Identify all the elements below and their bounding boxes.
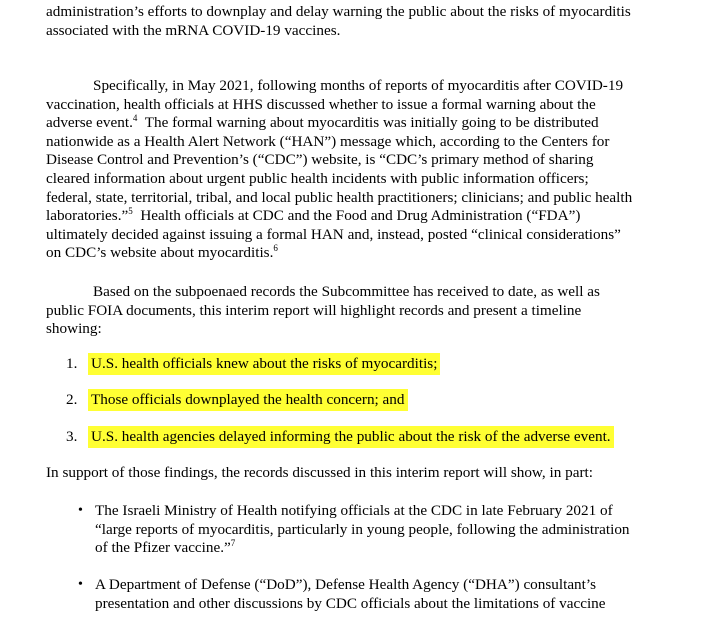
text-line: “large reports of myocarditis, particularly in young people, following the administration	[95, 520, 630, 538]
text-line: cleared information about urgent public health incidents with public information officers;	[46, 169, 589, 187]
text-line: The Israeli Ministry of Health notifying officials at the CDC in late February 2021 of	[95, 502, 613, 519]
footnote-ref-5[interactable]: 5	[128, 206, 133, 217]
finding-number: 1.	[66, 355, 78, 372]
finding-number: 2.	[66, 391, 78, 408]
text-line: showing:	[46, 320, 102, 338]
text-line	[95, 539, 685, 558]
text-line: nationwide as a Health Alert Network (“HAN”) message which, according to the Centers for	[46, 132, 610, 150]
text-fragment: of the Pfizer vaccine.”	[95, 539, 231, 557]
text-line: Based on the subpoenaed records the Subcommittee has received to date, as well as	[93, 283, 600, 300]
finding-item-2	[66, 391, 408, 410]
bullet-item-2	[95, 576, 685, 613]
text-line	[46, 207, 671, 226]
bullet-icon: •	[78, 503, 83, 518]
highlighted-text	[88, 426, 614, 448]
footnote-ref-4[interactable]: 4	[132, 113, 138, 124]
text-line: Disease Control and Prevention’s (“CDC”) website, is “CDC’s primary method of sharing	[46, 151, 594, 169]
text-line: associated with the mRNA COVID-19 vaccines.	[46, 21, 341, 39]
finding-item-1	[66, 355, 440, 374]
bullet-item-1	[95, 502, 685, 558]
highlighted-text	[88, 353, 440, 375]
text-line: Specifically, in May 2021, following months of reports of myocarditis after COVID-19	[93, 77, 624, 94]
text-line: presentation and other discussions by CDC officials about the limitations of vaccine	[95, 594, 606, 612]
specifically-paragraph	[46, 77, 671, 263]
text-line: administration’s efforts to downplay and delay warning the public about the risks of myocarditis	[46, 3, 631, 20]
text-fragment: The formal warning about myocarditis was initially going to be distributed	[137, 114, 599, 132]
text-line: In support of those findings, the records discussed in this interim report will show, in part:	[46, 464, 593, 481]
footnote-ref-6[interactable]: 6	[273, 243, 278, 254]
subpoenaed-records-paragraph	[46, 283, 671, 339]
text-line	[46, 244, 671, 263]
text-fragment: laboratories.”	[46, 207, 129, 225]
text-fragment: on CDC’s website about myocarditis.	[46, 244, 274, 262]
finding-text: U.S. health officials knew about the risks of myocarditis	[91, 355, 434, 372]
finding-text: Those officials downplayed the health concern; and	[91, 391, 405, 408]
highlighted-text	[88, 389, 408, 411]
text-line: A Department of Defense (“DoD”), Defense Health Agency (“DHA”) consultant’s	[95, 576, 597, 593]
text-line: vaccination, health officials at HHS discussed whether to issue a formal warning about the	[46, 95, 596, 113]
text-line: ultimately decided against issuing a formal HAN and, instead, posted “clinical considerations”	[46, 225, 621, 243]
intro-paragraph	[46, 3, 671, 40]
text-fragment: Health officials at CDC and the Food and Drug Administration (“FDA”)	[132, 207, 581, 225]
bullet-icon: •	[78, 577, 83, 592]
text-line	[46, 114, 671, 133]
finding-text: U.S. health agencies delayed informing the public about the risk of the adverse event.	[91, 428, 611, 445]
text-line: federal, state, territorial, tribal, and local public health practitioners; clinicians; and public health	[46, 188, 633, 206]
finding-number: 3.	[66, 428, 78, 445]
finding-suffix: ;	[433, 355, 438, 372]
finding-item-3	[66, 428, 614, 447]
text-fragment: adverse event.	[46, 114, 133, 132]
support-paragraph	[46, 464, 671, 483]
text-line: public FOIA documents, this interim report will highlight records and present a timeline	[46, 301, 582, 319]
footnote-ref-7[interactable]: 7	[230, 538, 236, 549]
